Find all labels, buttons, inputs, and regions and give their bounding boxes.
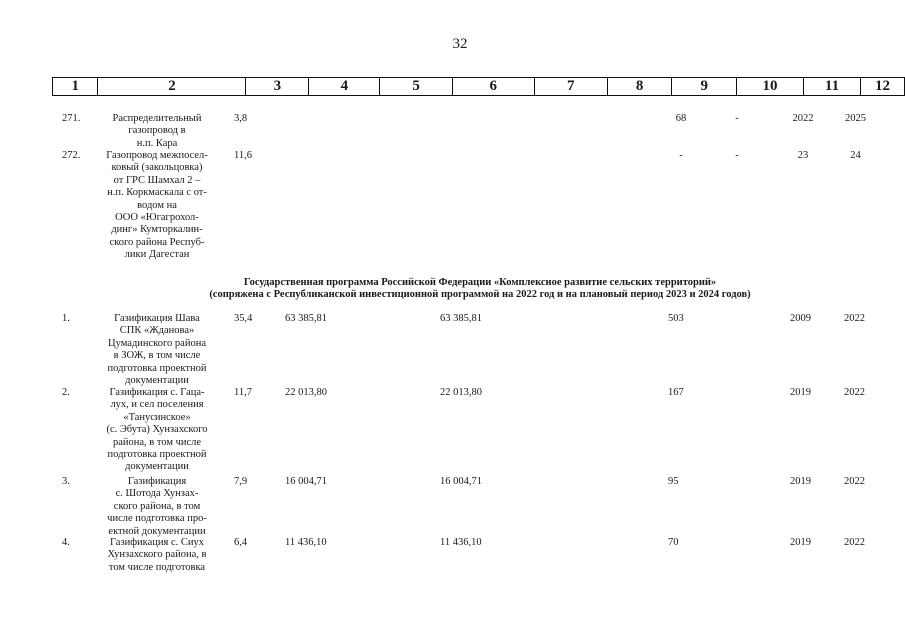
- funding-value: 16 004,71: [440, 476, 482, 487]
- col9-value: 95: [668, 476, 679, 487]
- col9-value: 167: [668, 387, 684, 398]
- object-name: Газификация с. Сиух Хунзахского района, в том числе подготовка: [107, 537, 207, 573]
- column-header: 4: [309, 78, 380, 96]
- length-value: 11,7: [234, 387, 252, 398]
- column-header: 10: [737, 78, 804, 96]
- length-value: 7,9: [234, 476, 248, 487]
- row-number: 3.: [62, 476, 70, 487]
- column-header: 2: [98, 78, 246, 96]
- length-value: 3,8: [234, 113, 248, 124]
- column-header: 8: [607, 78, 672, 96]
- total-cost: 16 004,71: [285, 476, 327, 487]
- column-header: 1: [53, 78, 98, 96]
- length-value: 11,6: [234, 150, 252, 161]
- col10-value: -: [735, 113, 739, 124]
- funding-value: 11 436,10: [440, 537, 482, 548]
- object-name: Газификация с. Шотода Хунзах- ского района, в том числе подготовка про- ектной документации: [107, 476, 207, 537]
- object-name: Газопровод межпосел- ковый (закольцовка) от ГРС Шамхал 2 – н.п. Коркмаскала с от- водом на ООО «Югагрохол- динг» Кумторкалин- ского района Респуб- лики Дагестан: [106, 150, 208, 261]
- column-header: 3: [246, 78, 309, 96]
- page-number: 32: [452, 36, 468, 52]
- row-number: 271.: [62, 113, 81, 124]
- start-year: 2009: [790, 313, 811, 324]
- end-year: 2022: [844, 537, 865, 548]
- column-header: 6: [452, 78, 534, 96]
- total-cost: 11 436,10: [285, 537, 327, 548]
- col10-value: -: [735, 150, 739, 161]
- start-year: 23: [797, 150, 809, 161]
- object-name: Газификация Шава СПК «Жданова» Цумадинского района в ЗОЖ, в том числе подготовка проектной документации: [107, 313, 207, 387]
- row-number: 272.: [62, 150, 81, 161]
- section-heading-line1: Государственная программа Российской Федерации «Комплексное развитие сельских территорий»: [243, 277, 717, 288]
- length-value: 35,4: [234, 313, 253, 324]
- end-year: 2022: [844, 313, 865, 324]
- object-name: Газификация с. Гаца- лух, и сел поселения «Танусинское» (с. Эбута) Хунзахского района, в том числе подготовка проектной документации: [106, 387, 208, 473]
- column-header: 5: [380, 78, 452, 96]
- section-heading: [100, 277, 860, 302]
- end-year: 2022: [844, 476, 865, 487]
- funding-value: 63 385,81: [440, 313, 482, 324]
- column-header: 11: [803, 78, 860, 96]
- start-year: 2019: [790, 476, 811, 487]
- col9-value: 503: [668, 313, 684, 324]
- row-number: 1.: [62, 313, 70, 324]
- section-heading-line2: (сопряжена с Республиканской инвестиционной программой на 2022 год и на плановый период 2023 и 2024 годов): [209, 289, 751, 301]
- start-year: 2019: [790, 387, 811, 398]
- column-header: 7: [534, 78, 607, 96]
- end-year: 24: [850, 150, 861, 161]
- col9-value: 70: [668, 537, 679, 548]
- start-year: 2022: [792, 113, 814, 124]
- funding-value: 22 013,80: [440, 387, 482, 398]
- column-header: 12: [861, 78, 905, 96]
- end-year: 2025: [845, 113, 866, 124]
- total-cost: 22 013,80: [285, 387, 327, 398]
- column-header-row: [52, 77, 905, 96]
- row-number: 2.: [62, 387, 70, 398]
- length-value: 6,4: [234, 537, 248, 548]
- total-cost: 63 385,81: [285, 313, 327, 324]
- row-number: 4.: [62, 537, 70, 548]
- end-year: 2022: [844, 387, 865, 398]
- col9-value: -: [679, 150, 683, 161]
- object-name: Распределительный газопровод в н.п. Кара: [112, 113, 202, 149]
- column-header: 9: [672, 78, 737, 96]
- start-year: 2019: [790, 537, 811, 548]
- col9-value: 68: [675, 113, 687, 124]
